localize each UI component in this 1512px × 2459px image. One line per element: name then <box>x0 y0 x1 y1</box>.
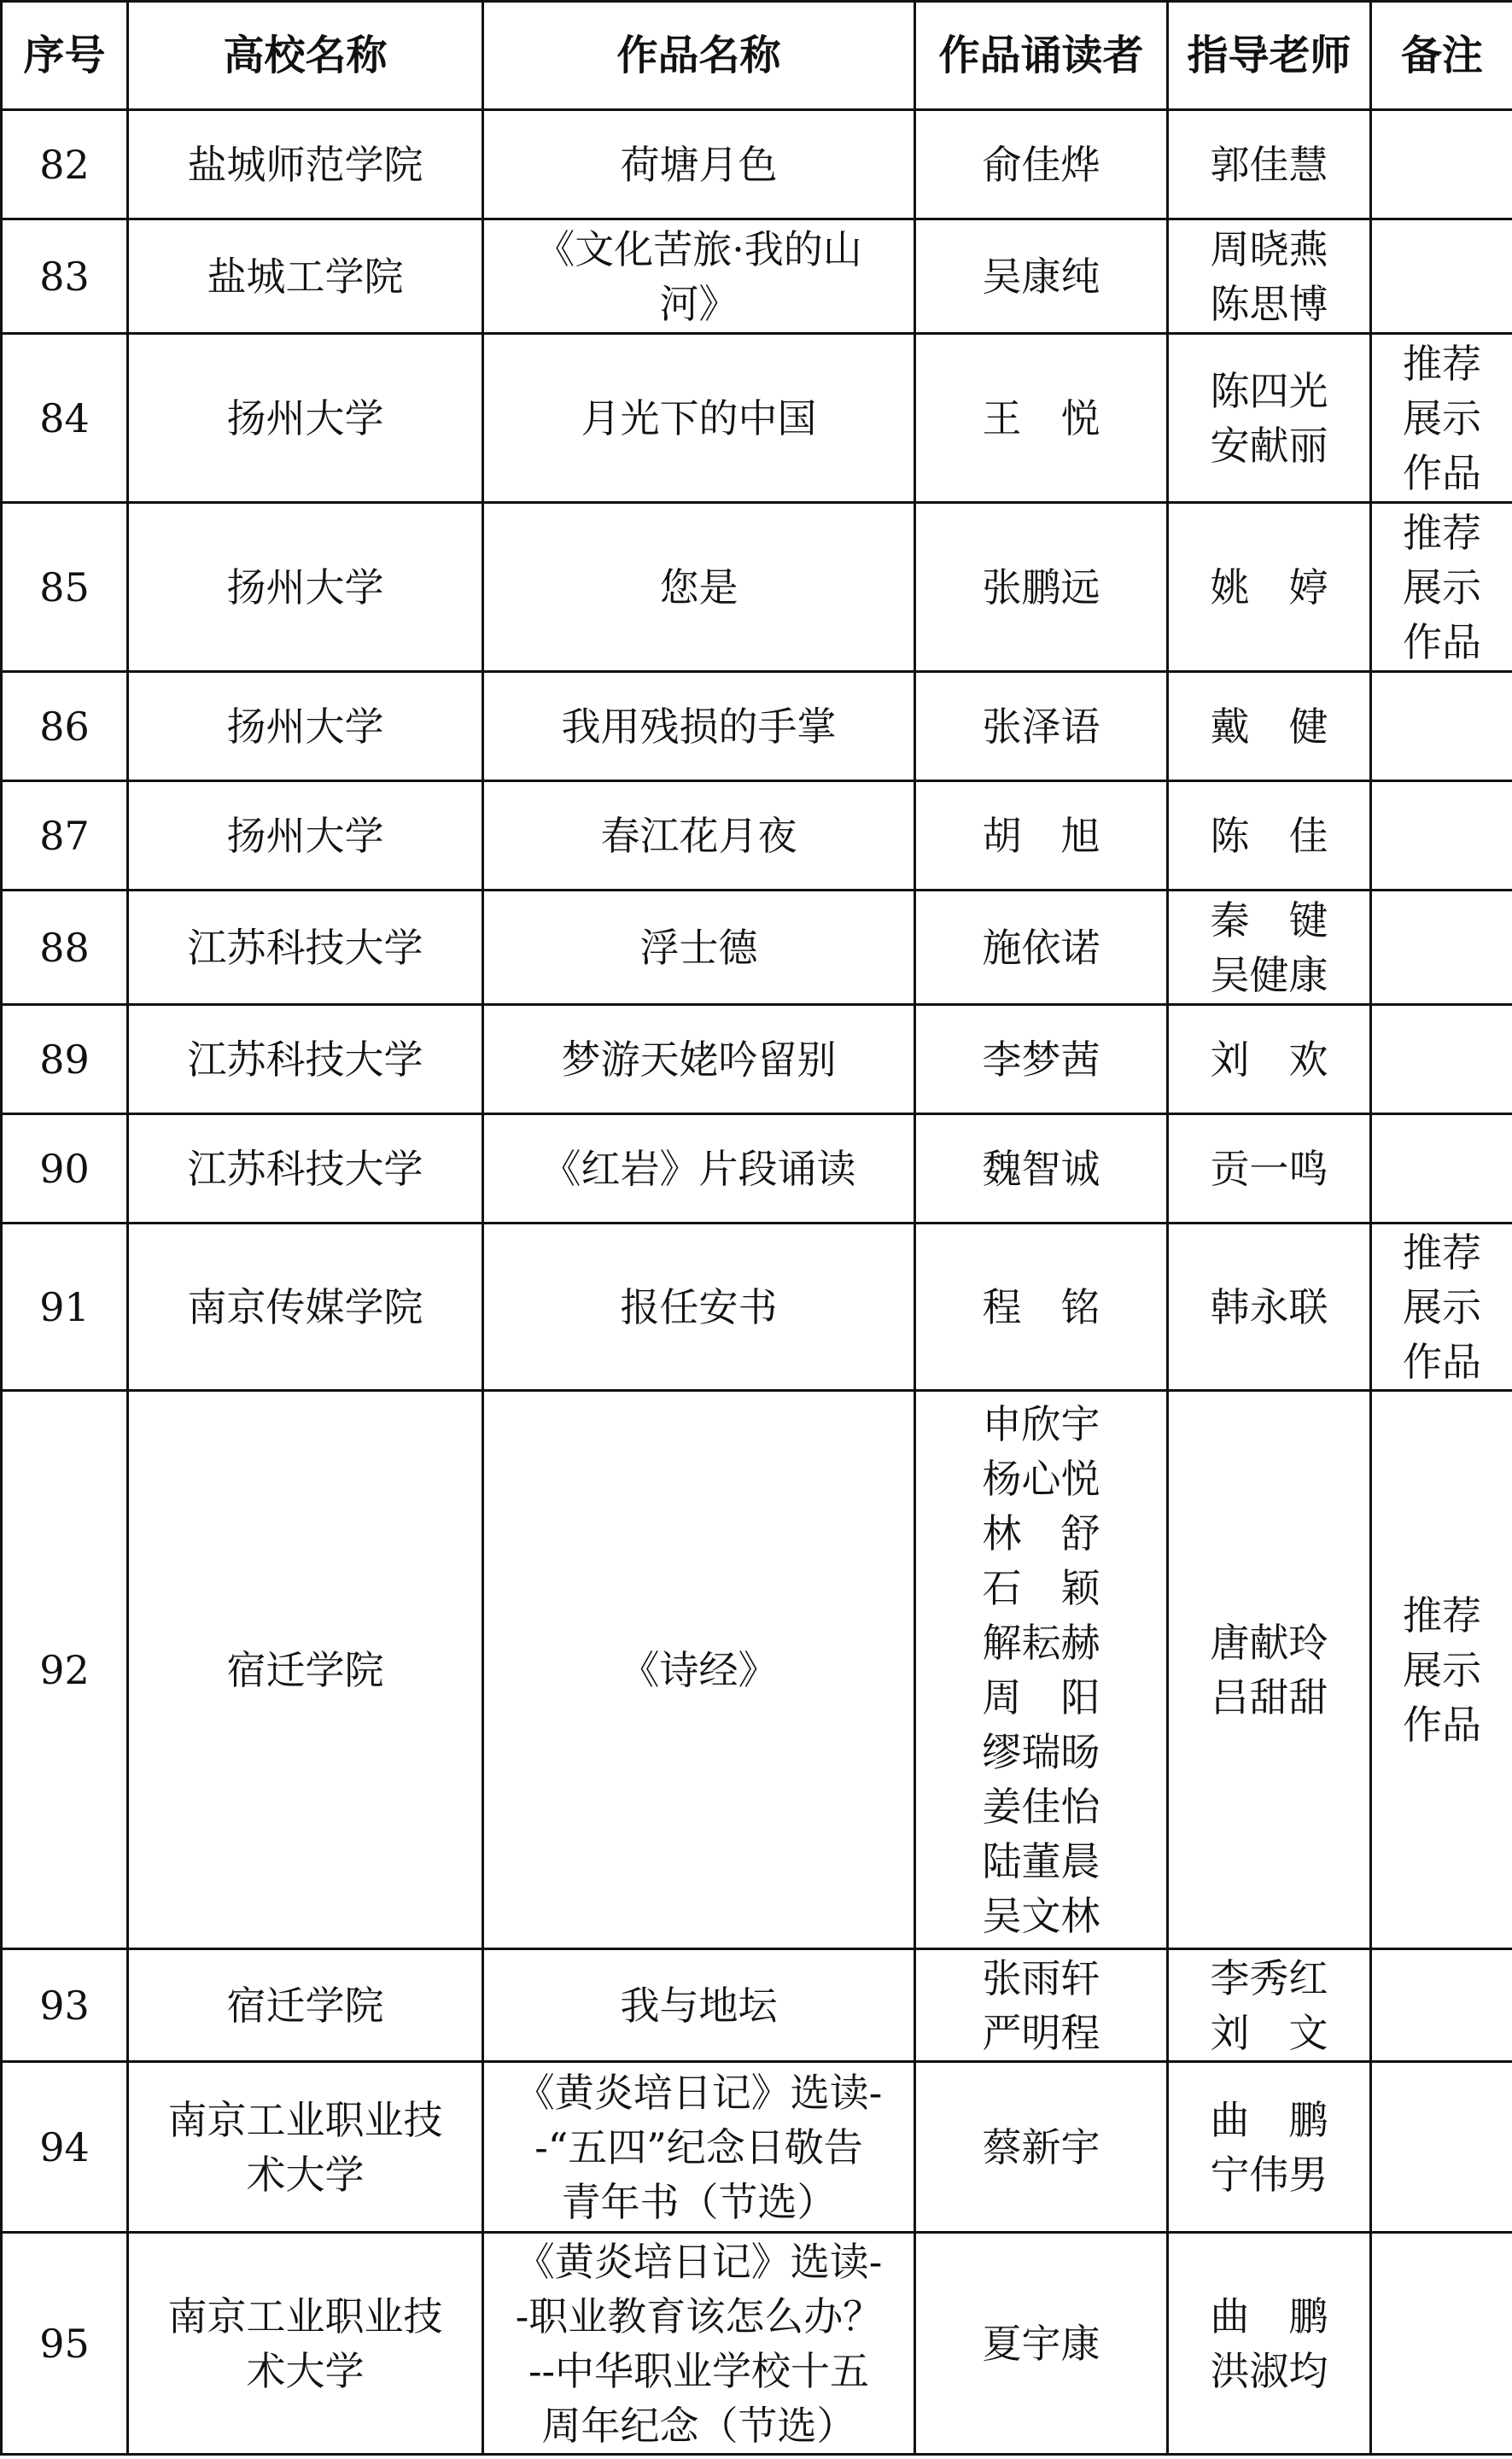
school-cell-text: 扬州大学 <box>226 703 384 750</box>
work-title-cell <box>483 1224 915 1391</box>
work-title-cell <box>483 219 915 334</box>
work-title-cell-text: 浮士德 <box>639 924 758 971</box>
table-row <box>2 1005 1512 1114</box>
reader-cell <box>915 672 1168 781</box>
reader-cell-text: 张泽语 <box>982 703 1100 750</box>
work-title-cell <box>483 1114 915 1224</box>
work-title-cell-text: 《黄炎培日记》选读- -职业教育该怎么办？ --中华职业学校十五 周年纪念（节选） <box>515 2238 883 2449</box>
teacher-cell <box>1168 891 1371 1005</box>
table-row <box>2 219 1512 334</box>
work-title-cell <box>483 1391 915 1949</box>
teacher-cell <box>1168 2233 1371 2455</box>
header-school: 高校名称 <box>128 2 483 110</box>
school-cell <box>128 110 483 219</box>
reader-cell-text: 张鹏远 <box>982 564 1100 610</box>
reader-cell <box>915 503 1168 672</box>
reader-cell-text: 魏智诚 <box>982 1145 1100 1192</box>
school-cell-text: 江苏科技大学 <box>187 924 423 971</box>
school-cell <box>128 672 483 781</box>
table-row <box>2 891 1512 1005</box>
serial-cell-text: 84 <box>39 394 90 441</box>
teacher-cell <box>1168 1114 1371 1224</box>
note-cell-text: 推荐 展示 作品 <box>1403 1592 1481 1748</box>
work-title-cell <box>483 503 915 672</box>
table-row <box>2 1949 1512 2062</box>
school-cell-text: 宿迁学院 <box>226 1982 384 2029</box>
serial-cell-text: 92 <box>39 1646 90 1693</box>
teacher-cell <box>1168 2062 1371 2233</box>
school-cell <box>128 219 483 334</box>
teacher-cell <box>1168 110 1371 219</box>
table-body <box>2 110 1512 2455</box>
reader-cell <box>915 1114 1168 1224</box>
serial-cell-text: 91 <box>39 1283 90 1330</box>
work-title-cell-text: 我与地坛 <box>620 1982 778 2029</box>
serial-cell-text: 85 <box>39 564 90 610</box>
school-cell-text: 南京工业职业技 术大学 <box>167 2096 443 2198</box>
work-title-cell <box>483 781 915 891</box>
serial-cell-text: 82 <box>39 141 90 188</box>
work-title-cell <box>483 110 915 219</box>
table-row <box>2 672 1512 781</box>
school-cell-text: 南京传媒学院 <box>187 1283 423 1330</box>
reader-cell <box>915 1224 1168 1391</box>
reader-cell-text: 俞佳烨 <box>982 141 1100 188</box>
school-cell <box>128 334 483 503</box>
note-cell <box>1371 334 1512 503</box>
school-cell-text: 盐城师范学院 <box>187 141 423 188</box>
school-cell <box>128 2233 483 2455</box>
teacher-cell-text: 郭佳慧 <box>1210 141 1328 188</box>
school-cell-text: 江苏科技大学 <box>187 1036 423 1083</box>
teacher-cell-text: 贡一鸣 <box>1210 1145 1328 1192</box>
reader-cell-text: 夏宇康 <box>982 2320 1100 2367</box>
note-cell <box>1371 1114 1512 1224</box>
reader-cell-text: 胡 旭 <box>982 812 1100 859</box>
note-cell-text: 推荐 展示 作品 <box>1403 509 1481 665</box>
school-cell <box>128 2062 483 2233</box>
table-row <box>2 1224 1512 1391</box>
note-cell <box>1371 781 1512 891</box>
teacher-cell <box>1168 672 1371 781</box>
serial-cell-text: 93 <box>39 1982 90 2029</box>
note-cell <box>1371 1391 1512 1949</box>
work-title-cell-text: 春江花月夜 <box>600 812 797 859</box>
work-title-cell-text: 《红岩》片段诵读 <box>541 1145 856 1192</box>
school-cell-text: 扬州大学 <box>226 812 384 859</box>
work-title-cell <box>483 672 915 781</box>
note-cell <box>1371 1005 1512 1114</box>
note-cell-text: 推荐 展示 作品 <box>1403 1229 1481 1385</box>
serial-cell <box>2 1224 128 1391</box>
serial-cell <box>2 2062 128 2233</box>
note-cell <box>1371 503 1512 672</box>
table-header-row <box>2 2 1512 110</box>
work-title-cell-text: 《文化苦旅·我的山 河》 <box>535 225 862 327</box>
serial-cell <box>2 334 128 503</box>
serial-cell-text: 89 <box>39 1036 90 1083</box>
work-title-cell-text: 报任安书 <box>620 1283 778 1330</box>
reader-cell-text: 程 铭 <box>982 1283 1100 1330</box>
reader-cell-text: 王 悦 <box>982 394 1100 441</box>
school-cell-text: 扬州大学 <box>226 394 384 441</box>
teacher-cell-text: 陈四光 安献丽 <box>1210 367 1328 469</box>
reader-cell <box>915 781 1168 891</box>
serial-cell-text: 90 <box>39 1145 90 1192</box>
reader-cell-text: 吴康纯 <box>982 253 1100 300</box>
header-teacher: 指导老师 <box>1168 2 1371 110</box>
reader-cell <box>915 1005 1168 1114</box>
reader-cell-text: 李梦茜 <box>982 1036 1100 1083</box>
serial-cell <box>2 1949 128 2062</box>
reader-cell <box>915 219 1168 334</box>
reader-cell <box>915 1391 1168 1949</box>
reader-cell <box>915 891 1168 1005</box>
serial-cell-text: 95 <box>39 2320 90 2367</box>
work-title-cell <box>483 891 915 1005</box>
note-cell <box>1371 2233 1512 2455</box>
reader-cell <box>915 2233 1168 2455</box>
teacher-cell-text: 韩永联 <box>1210 1283 1328 1330</box>
serial-cell <box>2 503 128 672</box>
teacher-cell <box>1168 503 1371 672</box>
header-work: 作品名称 <box>483 2 915 110</box>
work-title-cell-text: 梦游天姥吟留别 <box>561 1036 837 1083</box>
table-row <box>2 110 1512 219</box>
teacher-cell-text: 李秀红 刘 文 <box>1210 1954 1328 2056</box>
table-row <box>2 2233 1512 2455</box>
note-cell <box>1371 2062 1512 2233</box>
serial-cell <box>2 110 128 219</box>
reader-cell <box>915 2062 1168 2233</box>
teacher-cell-text: 刘 欢 <box>1210 1036 1328 1083</box>
school-cell-text: 宿迁学院 <box>226 1646 384 1693</box>
school-cell <box>128 1224 483 1391</box>
serial-cell-text: 83 <box>39 253 90 300</box>
header-note: 备注 <box>1371 2 1512 110</box>
table-row <box>2 503 1512 672</box>
school-cell <box>128 1391 483 1949</box>
work-title-cell-text: 我用残损的手掌 <box>561 703 837 750</box>
teacher-cell-text: 姚 婷 <box>1210 564 1328 610</box>
teacher-cell <box>1168 1949 1371 2062</box>
teacher-cell-text: 秦 键 吴健康 <box>1210 897 1328 998</box>
work-title-cell <box>483 1005 915 1114</box>
school-cell <box>128 781 483 891</box>
reader-cell-text: 申欣宇 杨心悦 林 舒 石 颖 解耘赫 周 阳 缪瑞旸 姜佳怡 陆董晨 吴文林 <box>982 1400 1100 1939</box>
work-title-cell-text: 您是 <box>659 564 738 610</box>
serial-cell-text: 94 <box>39 2123 90 2170</box>
work-title-cell <box>483 334 915 503</box>
header-serial: 序号 <box>2 2 128 110</box>
teacher-cell <box>1168 219 1371 334</box>
reader-cell-text: 施依诺 <box>982 924 1100 971</box>
school-cell <box>128 1949 483 2062</box>
teacher-cell <box>1168 1391 1371 1949</box>
teacher-cell-text: 戴 健 <box>1210 703 1328 750</box>
work-title-cell-text: 月光下的中国 <box>581 394 817 441</box>
teacher-cell <box>1168 1005 1371 1114</box>
note-cell <box>1371 672 1512 781</box>
work-title-cell <box>483 1949 915 2062</box>
table-row <box>2 2062 1512 2233</box>
table-row <box>2 334 1512 503</box>
reader-cell-text: 张雨轩 严明程 <box>982 1954 1100 2056</box>
teacher-cell-text: 唐献玲 吕甜甜 <box>1210 1619 1328 1720</box>
school-cell-text: 南京工业职业技 术大学 <box>167 2293 443 2394</box>
serial-cell <box>2 1114 128 1224</box>
header-reader: 作品诵读者 <box>915 2 1168 110</box>
note-cell <box>1371 891 1512 1005</box>
school-cell-text: 扬州大学 <box>226 564 384 610</box>
note-cell <box>1371 110 1512 219</box>
serial-cell-text: 88 <box>39 924 90 971</box>
table-row <box>2 1391 1512 1949</box>
table-row <box>2 781 1512 891</box>
note-cell <box>1371 219 1512 334</box>
serial-cell-text: 86 <box>39 703 90 750</box>
teacher-cell-text: 周晓燕 陈思博 <box>1210 225 1328 327</box>
serial-cell <box>2 2233 128 2455</box>
note-cell <box>1371 1949 1512 2062</box>
work-title-cell-text: 《诗经》 <box>620 1646 778 1693</box>
serial-cell <box>2 891 128 1005</box>
teacher-cell <box>1168 1224 1371 1391</box>
school-cell-text: 盐城工学院 <box>207 253 404 300</box>
reader-cell <box>915 110 1168 219</box>
reader-cell <box>915 1949 1168 2062</box>
teacher-cell-text: 曲 鹏 宁伟男 <box>1210 2096 1328 2198</box>
serial-cell <box>2 672 128 781</box>
reader-cell-text: 蔡新宇 <box>982 2123 1100 2170</box>
work-title-cell <box>483 2233 915 2455</box>
school-cell <box>128 891 483 1005</box>
note-cell <box>1371 1224 1512 1391</box>
reader-cell <box>915 334 1168 503</box>
serial-cell <box>2 1005 128 1114</box>
teacher-cell <box>1168 334 1371 503</box>
work-title-cell <box>483 2062 915 2233</box>
note-cell-text: 推荐 展示 作品 <box>1403 340 1481 496</box>
work-title-cell-text: 《黄炎培日记》选读- -“五四”纪念日敬告 青年书（节选） <box>515 2069 883 2225</box>
serial-cell-text: 87 <box>39 812 90 859</box>
school-cell <box>128 1114 483 1224</box>
school-cell <box>128 1005 483 1114</box>
work-title-cell-text: 荷塘月色 <box>620 141 778 188</box>
school-cell <box>128 503 483 672</box>
teacher-cell-text: 陈 佳 <box>1210 812 1328 859</box>
serial-cell <box>2 1391 128 1949</box>
teacher-cell <box>1168 781 1371 891</box>
serial-cell <box>2 219 128 334</box>
table-row <box>2 1114 1512 1224</box>
teacher-cell-text: 曲 鹏 洪淑均 <box>1210 2293 1328 2394</box>
school-cell-text: 江苏科技大学 <box>187 1145 423 1192</box>
serial-cell <box>2 781 128 891</box>
